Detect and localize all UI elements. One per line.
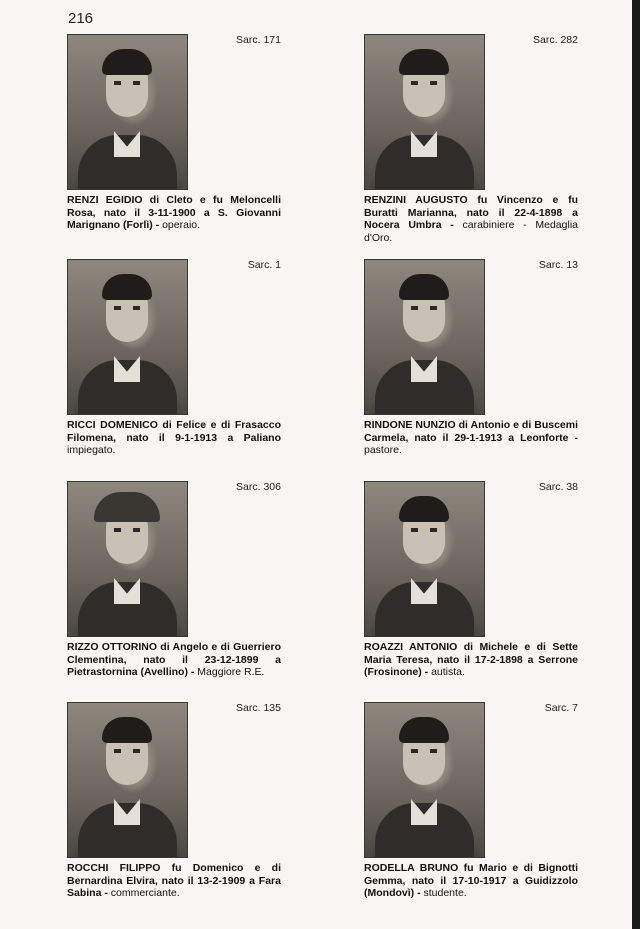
caption-name: ROCCHI FILIPPO fu Domenico e di Bernardina Elvira, nato il 13-2-1909 a Fara Sabina - <box>67 862 281 899</box>
portrait-photo <box>67 259 188 415</box>
caption-name: RINDONE NUNZIO di Antonio e di Buscemi Carmela, nato il 29-1-1913 a Leonforte - <box>364 419 578 444</box>
caption-occupation: carabiniere - Medaglia d'Oro. <box>364 219 578 244</box>
sarc-label: Sarc. 135 <box>236 702 281 714</box>
caption-occupation: impiegato. <box>67 444 116 456</box>
sarc-label: Sarc. 282 <box>533 34 578 46</box>
sarc-label: Sarc. 1 <box>247 259 281 271</box>
caption-name: RODELLA BRUNO fu Mario e di Bignotti Gemma, nato il 17-10-1917 a Guidizzolo (Mondovì) - <box>364 862 578 899</box>
page-number: 216 <box>68 10 94 27</box>
caption <box>67 194 281 232</box>
caption <box>364 419 578 457</box>
sarc-label: Sarc. 306 <box>236 481 281 493</box>
caption-occupation: autista. <box>428 666 465 678</box>
caption <box>67 419 281 457</box>
caption-name: RENZINI AUGUSTO fu Vincenzo e fu Buratti Marianna, nato il 22-4-1898 a Nocera Umbra - <box>364 194 578 231</box>
portrait-photo <box>67 481 188 637</box>
portrait-photo <box>67 34 188 190</box>
sarc-label: Sarc. 171 <box>236 34 281 46</box>
portrait-photo <box>364 702 485 858</box>
caption-name: RIZZO OTTORINO di Angelo e di Guerriero Clementina, nato il 23-12-1899 a Pietrastornina (Avellino) - <box>67 641 281 678</box>
sarc-label: Sarc. 38 <box>538 481 578 493</box>
caption-name: RICCI DOMENICO di Felice e di Frasacco Filomena, nato il 9-1-1913 a Paliano <box>67 419 281 444</box>
caption-name: RENZI EGIDIO di Cleto e fu Meloncelli Rosa, nato il 3-11-1900 a S. Giovanni Marignano (Forlì) - <box>67 194 281 231</box>
caption-occupation: pastore. <box>364 444 402 456</box>
portrait-photo <box>364 34 485 190</box>
caption <box>364 641 578 679</box>
sarc-label: Sarc. 13 <box>538 259 578 271</box>
sarc-label: Sarc. 7 <box>544 702 578 714</box>
portrait-photo <box>364 259 485 415</box>
page-edge <box>632 0 640 929</box>
caption-occupation: Maggiore R.E. <box>194 666 265 678</box>
caption-occupation: studente. <box>420 887 467 899</box>
portrait-photo <box>67 702 188 858</box>
caption <box>67 862 281 900</box>
caption-name: ROAZZI ANTONIO di Michele e di Sette Maria Teresa, nato il 17-2-1898 a Serrone (Frosinone) - <box>364 641 578 678</box>
caption <box>364 862 578 900</box>
caption-occupation: operaio. <box>159 219 201 231</box>
caption <box>364 194 578 244</box>
caption-occupation: commerciante. <box>107 887 180 899</box>
caption <box>67 641 281 679</box>
portrait-photo <box>364 481 485 637</box>
